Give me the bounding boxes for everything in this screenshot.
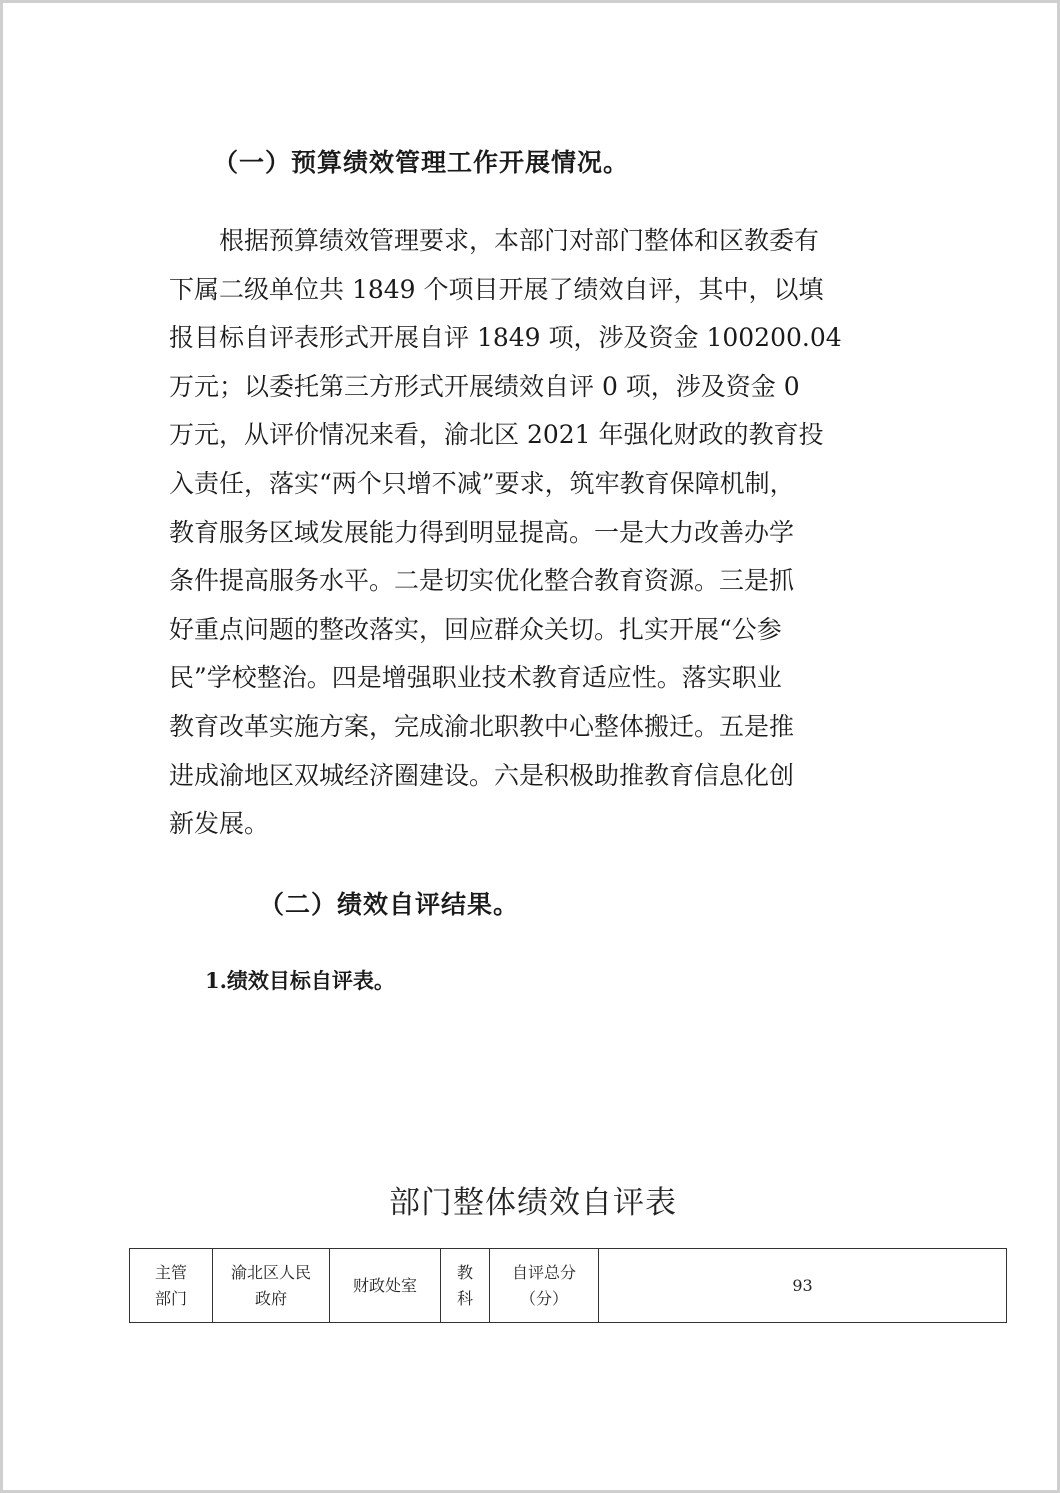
paragraph-line: 教育改革实施方案，完成渝北职教中心整体搬迁。五是推 xyxy=(169,711,795,741)
paragraph-line: 条件提高服务水平。二是切实优化整合教育资源。三是抓 xyxy=(169,566,795,596)
evaluation-table xyxy=(129,1248,1007,1323)
subsection-heading: 1.绩效目标自评表。 xyxy=(205,968,395,993)
paragraph-line: 万元，从评价情况来看，渝北区 2021 年强化财政的教育投 xyxy=(169,420,824,450)
score-label-cell xyxy=(490,1249,599,1323)
section-line: 教 xyxy=(456,1262,473,1282)
dept-label-line: 主管 xyxy=(154,1262,187,1282)
paragraph-line: 进成渝地区双城经济圈建设。六是积极助推教育信息化创 xyxy=(169,760,795,790)
paragraph-line: 民”学校整治。四是增强职业技术教育适应性。落实职业 xyxy=(169,663,782,693)
score-label-line: （分） xyxy=(519,1288,568,1308)
body-paragraph xyxy=(169,217,929,849)
score-value-cell xyxy=(599,1249,1007,1323)
table-row xyxy=(130,1249,1007,1323)
dept-label-cell xyxy=(130,1249,213,1323)
paragraph-line: 根据预算绩效管理要求，本部门对部门整体和区教委有 xyxy=(169,226,820,255)
paragraph-line: 报目标自评表形式开展自评 1849 项，涉及资金 100200.04 xyxy=(169,323,842,353)
dept-label-line: 部门 xyxy=(154,1288,187,1308)
paragraph-line: 教育服务区域发展能力得到明显提高。一是大力改善办学 xyxy=(169,517,795,547)
paragraph-line: 入责任，落实“两个只增不减”要求，筑牢教育保障机制， xyxy=(169,468,795,498)
office-cell xyxy=(330,1249,441,1323)
table-title: 部门整体绩效自评表 xyxy=(389,1185,677,1221)
dept-value-line: 渝北区人民 xyxy=(230,1262,311,1282)
score-value: 93 xyxy=(792,1275,813,1295)
paragraph-line: 新发展。 xyxy=(169,809,270,839)
score-label-line: 自评总分 xyxy=(511,1262,576,1282)
section-heading-2: （二）绩效自评结果。 xyxy=(259,890,520,919)
office-text: 财政处室 xyxy=(352,1275,417,1295)
section-heading-1: （一）预算绩效管理工作开展情况。 xyxy=(213,148,630,177)
paragraph-line: 万元；以委托第三方形式开展绩效自评 0 项，涉及资金 0 xyxy=(169,371,800,401)
paragraph-line: 好重点问题的整改落实，回应群众关切。扎实开展“公参 xyxy=(169,614,782,644)
section-cell xyxy=(441,1249,490,1323)
section-line: 科 xyxy=(456,1288,473,1308)
dept-value-line: 政府 xyxy=(254,1288,287,1308)
dept-value-cell xyxy=(213,1249,330,1323)
paragraph-line: 下属二级单位共 1849 个项目开展了绩效自评，其中，以填 xyxy=(169,274,824,304)
